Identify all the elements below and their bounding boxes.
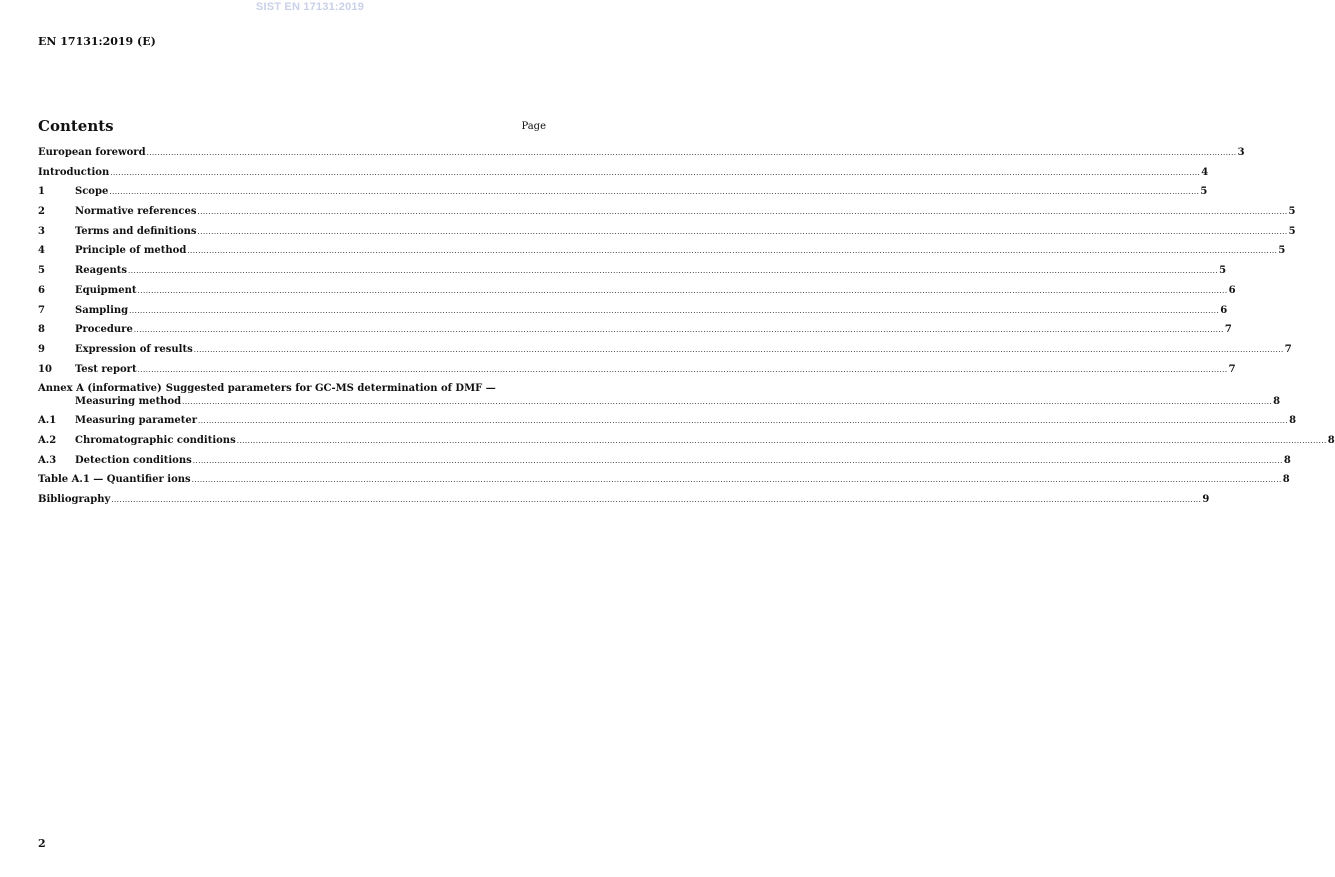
toc-entry-title: Measuring parameter bbox=[75, 415, 198, 427]
toc-leader-dots: ................................................................................................................................................................................................................................................................................................................................................................................................................ bbox=[236, 436, 1327, 445]
toc-entry-page: 6 bbox=[1228, 284, 1236, 296]
toc-leader-dots: ................................................................................................................................................................................................................................................................................................................................................................................................................ bbox=[197, 227, 1288, 236]
document-id-header: EN 17131:2019 (E) bbox=[38, 35, 156, 48]
toc-entry-number: 4 bbox=[38, 245, 45, 257]
toc-entry-page: 8 bbox=[1282, 474, 1290, 486]
page-column-heading: Page bbox=[521, 121, 546, 132]
toc-entry-title: Terms and definitions bbox=[75, 225, 197, 237]
toc-entry[interactable] bbox=[38, 323, 1232, 343]
toc-entry-title: Scope bbox=[75, 186, 109, 198]
toc-entry-page: 8 bbox=[1327, 434, 1335, 446]
toc-entry-page: 3 bbox=[1237, 147, 1245, 158]
toc-leader-dots: ................................................................................................................................................................................................................................................................................................................................................................................................................ bbox=[146, 149, 1237, 157]
toc-entries-annex bbox=[38, 414, 1335, 512]
toc-entry-page: 7 bbox=[1284, 343, 1292, 355]
toc-entry[interactable] bbox=[38, 185, 1208, 205]
toc-entry[interactable] bbox=[38, 363, 1236, 383]
toc-entry-number: 1 bbox=[38, 186, 45, 198]
toc-entry-title: Detection conditions bbox=[75, 454, 192, 466]
toc-entry[interactable] bbox=[38, 493, 1210, 513]
toc-entry-title: Principle of method bbox=[75, 245, 187, 257]
toc-entry-page: 4 bbox=[1201, 166, 1209, 178]
toc-entry[interactable] bbox=[38, 473, 1290, 493]
annex-title-line1: Suggested parameters for GC-MS determination of DMF — bbox=[165, 383, 496, 395]
toc-entry-page: 8 bbox=[1283, 454, 1291, 466]
toc-entry[interactable] bbox=[38, 146, 1245, 166]
toc-entry-page: 8 bbox=[1289, 415, 1297, 427]
toc-entry[interactable] bbox=[38, 284, 1236, 304]
toc-entry-number: 7 bbox=[38, 304, 45, 316]
toc-entry[interactable] bbox=[38, 225, 1296, 245]
toc-entry[interactable] bbox=[38, 304, 1228, 324]
toc-leader-dots: ................................................................................................................................................................................................................................................................................................................................................................................................................ bbox=[197, 208, 1288, 217]
toc-entry-title: European foreword bbox=[38, 147, 146, 158]
toc-entry-title: Chromatographic conditions bbox=[75, 434, 236, 446]
toc-entry-number: 2 bbox=[38, 206, 45, 218]
toc-entry[interactable] bbox=[38, 434, 1335, 454]
toc-entry-page: 5 bbox=[1200, 186, 1208, 198]
toc-entry-title: Introduction bbox=[38, 166, 110, 178]
toc-entry-page: 6 bbox=[1220, 304, 1228, 316]
toc-entry-number: 5 bbox=[38, 265, 45, 277]
annex-page-number: 8 bbox=[1273, 396, 1281, 408]
toc-leader-dots: ................................................................................................................................................................................................................................................................................................................................................................................................................ bbox=[191, 476, 1282, 485]
toc-entry[interactable] bbox=[38, 244, 1286, 264]
toc-entry-title: Equipment bbox=[75, 284, 137, 296]
toc-leader-dots: ................................................................................................................................................................................................................................................................................................................................................................................................................ bbox=[187, 247, 1278, 256]
toc-entry-title: Test report bbox=[75, 363, 137, 375]
toc-entry[interactable] bbox=[38, 166, 1209, 186]
toc-entry-number: 6 bbox=[38, 284, 45, 296]
toc-entry[interactable] bbox=[38, 264, 1227, 284]
annex-label: Annex A (informative) bbox=[38, 383, 162, 395]
toc-entry-page: 5 bbox=[1278, 245, 1286, 257]
toc-entry-title: Table A.1 — Quantifier ions bbox=[38, 474, 191, 486]
toc-entry-number: 10 bbox=[38, 363, 52, 375]
contents-heading: Contents bbox=[38, 117, 114, 135]
toc-entry-title: Normative references bbox=[75, 206, 197, 218]
toc-entry-title: Sampling bbox=[75, 304, 129, 316]
toc-leader-dots: ................................................................................................................................................................................................................................................................................................................................................................................................................ bbox=[137, 365, 1228, 374]
toc-leader-dots: ................................................................................................................................................................................................................................................................................................................................................................................................................ bbox=[129, 306, 1220, 315]
toc-leader-dots: ................................................................................................................................................................................................................................................................................................................................................................................................................ bbox=[193, 345, 1284, 354]
toc-entry-number: A.1 bbox=[38, 415, 57, 427]
toc-leader-dots: ................................................................................................................................................................................................................................................................................................................................................................................................................ bbox=[198, 417, 1289, 426]
watermark: SIST EN 17131:2019 bbox=[255, 1, 365, 13]
toc-entry-page: 9 bbox=[1202, 494, 1210, 505]
toc-entry[interactable] bbox=[38, 454, 1291, 474]
toc-entry-number: 8 bbox=[38, 324, 45, 336]
toc-entries-main bbox=[38, 146, 1296, 382]
toc-entry[interactable] bbox=[38, 414, 1297, 434]
toc-leader-dots: ................................................................................................................................................................................................................................................................................................................................................................................................................ bbox=[109, 188, 1200, 197]
toc-entry-number: A.3 bbox=[38, 454, 57, 466]
toc-entry-page: 5 bbox=[1288, 225, 1296, 237]
toc-entry-number: 3 bbox=[38, 225, 45, 237]
table-of-contents bbox=[38, 146, 1335, 513]
toc-entry-number: 9 bbox=[38, 343, 45, 355]
toc-entry-page: 7 bbox=[1224, 324, 1232, 336]
toc-leader-dots: ................................................................................................................................................................................................................................................................................................................................................................................................................ bbox=[133, 326, 1224, 335]
toc-entry-title: Reagents bbox=[75, 265, 128, 277]
toc-leader-dots: ................................................................................................................................................................................................................................................................................................................................................................................................................ bbox=[128, 267, 1219, 276]
toc-entry-number: A.2 bbox=[38, 434, 57, 446]
toc-leader-dots: ................................................................................................................................................................................................................................................................................................................................................................................................................ bbox=[182, 398, 1273, 407]
toc-entry-title: Procedure bbox=[75, 324, 133, 336]
toc-entry-page: 5 bbox=[1288, 206, 1296, 218]
toc-leader-dots: ................................................................................................................................................................................................................................................................................................................................................................................................................ bbox=[192, 456, 1283, 465]
toc-leader-dots: ................................................................................................................................................................................................................................................................................................................................................................................................................ bbox=[110, 168, 1201, 177]
toc-entry-annex-a[interactable] bbox=[38, 382, 1281, 409]
annex-title-line2: Measuring method bbox=[75, 396, 182, 408]
toc-entry[interactable] bbox=[38, 343, 1292, 363]
toc-entry-page: 5 bbox=[1219, 265, 1227, 277]
toc-entry-page: 7 bbox=[1228, 363, 1236, 375]
toc-entry[interactable] bbox=[38, 205, 1296, 225]
toc-entry-title: Bibliography bbox=[38, 494, 111, 505]
footer-page-number: 2 bbox=[38, 837, 46, 850]
toc-entry-title: Expression of results bbox=[75, 343, 193, 355]
toc-leader-dots: ................................................................................................................................................................................................................................................................................................................................................................................................................ bbox=[137, 286, 1228, 295]
toc-leader-dots: ................................................................................................................................................................................................................................................................................................................................................................................................................ bbox=[111, 496, 1202, 504]
